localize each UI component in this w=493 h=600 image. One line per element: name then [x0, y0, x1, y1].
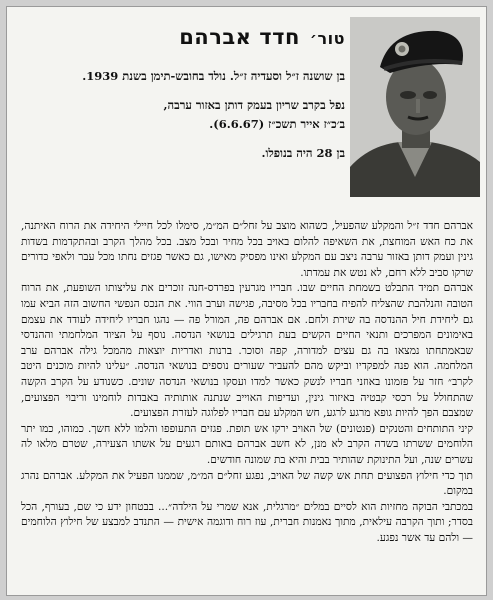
body-paragraph: קיני התותחים והטנקים (פנטונים) של האויב ירקו אש תופת. פגזים התעופפו והלמו ללא חשך. כמוהו, כמו יתר הלוחמים ששרתו בשדה הקרב לא מנן, לא חשב אברהם באותם רגעים על אשתו הצעירה, שטרם מלאו לה עשרים שנה, ועל התינוקת שהותיר בבית והיא בת שמונה חודשים. [21, 422, 473, 466]
bio-intro [27, 67, 345, 163]
biography-text [21, 219, 473, 593]
intro-line-date: ב׳כ״ז אייר תשכ״ז (6.6.67). [209, 117, 345, 131]
soldier-name: חדד אברהם [179, 25, 300, 49]
body-paragraph: אברהם חדד ז״ל והמקלע שהפעיל, כשהוא מוצב על זחל״ם המ״מ, סימלו לכל חיילי היחידה את הרוח האיתנה, את כח האש המוחצת, את השאיפה להלום באויב בכל מחיר ובכל מצב. בכל מהלך הקרב ובהתקדמות בשדות גינין ועמק דותן באזור ערבה ניצב עם המקלע ואינו מפסיק מאישו, גם כאשר פגזים נחתו מכל עבר ולאפי כדורים שרקו סביב ללא רחם, לא נטש את עמדתו. [21, 220, 473, 279]
body-paragraph: תוך כדי חילוץ הפצועים תחת אש קשה של האויב, נפגע זחל״ם המ״מ, שממנו הפעיל את המקלע. אברהם נהרג במקום. [21, 469, 473, 498]
intro-line-birth: בן שושנה ז״ל וסעדיה ז״ל. נולד בחובש-תימן בשנת 1939. [82, 69, 345, 83]
page-title [27, 25, 345, 49]
body-paragraph: במכתבי הבוקה מחזיות הוא לסיים במלים ״מרגלית, אנא שמרי על הילדה״... בבטחון ידע כי שם, בעורף, הכל בסדר; ותוך הקרבה עילאית, מתוך נאמנות חברית, עוז רוח ודוגמה אישית — התנדב למבצע של חילוץ הלוחמים — ולהם עד אשר נפגע. [21, 500, 473, 544]
intro-line-age: בן 28 היה בנופלו. [261, 146, 345, 160]
memorial-page [6, 6, 487, 596]
page-header [7, 7, 487, 212]
intro-line-fell: נפל בקרב שריון בעמק דותן באזור ערבה, [163, 98, 345, 112]
rank-label: טור׳ [309, 29, 345, 48]
portrait-photo [350, 17, 480, 197]
body-paragraph: אברהם תמיד התבלט בשמחת החיים שבו. חבריו מגרעין בפרדס-חנה זוכרים את עליצותו השופעת, את הרוח הטובה והנלהבת שהצליח להפיח בחבריו בכל מסיבה, פגישה וערב הווי. את הנכס הנפשי החשוב הזה הביא עמו גם ליחידת חיל ההנדסה בה שירת ולחם. אם אברהם פה, המורל פה — נהגו חבריו ליחידה לעודד את עצמם באימונים המפרכים ותנאי החיים הקשים בעת תרגילים בנושאי הנדסה. נוסף על הציוד המלחמתי וההנדסי שבאמתחתו נמצאו בה גם עצים למדורה, קפה וסוכר. ברנות ואדריות יוצאות מהמכל גילה אברהם ערב המלחמה. הוא פנה למפקדיו וביקש מהם להעביר שעורים נוספים בנושאי הנדסה. ״עלינו להיות מוכנים היטב לקרב״ חזר על פזמונו באוזני חבריו לנשק כאשר למדו ועסקו בנושאי הנדסה שונים. כשנודע על הקרב הקשה שהתחולל על רכסי קבטיה באיזור גינין, ועדיפות האוייב שנתנה אותותיה באבדות לוחמינו וריבוי הפצועים, שמצבם הפך להיות גופא מרגע לרגע, חש המקלע עם חבריו לפלוגה לעזרת הפצועים. [21, 282, 473, 420]
